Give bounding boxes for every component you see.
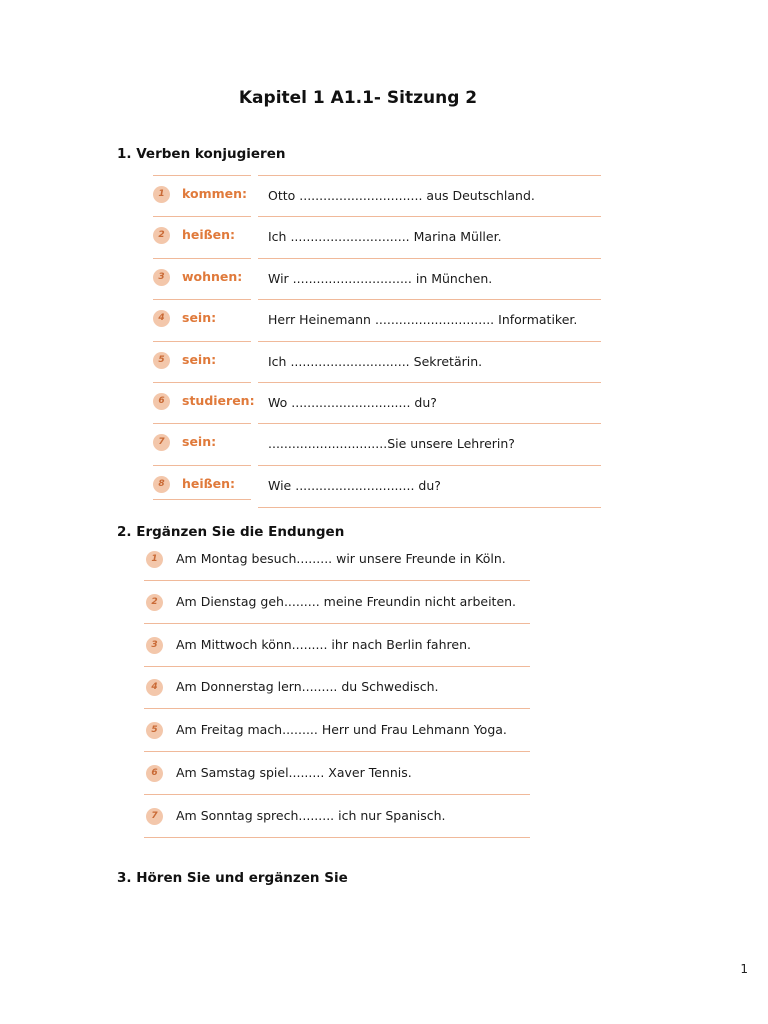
verb-label: sein: bbox=[182, 310, 217, 326]
rule-line bbox=[258, 382, 601, 383]
verb-label: studieren: bbox=[182, 393, 255, 408]
rule-line bbox=[258, 258, 601, 259]
exercise1-row bbox=[0, 341, 768, 381]
exercise-sentence: Am Sonntag sprech......... ich nur Spanisch. bbox=[176, 807, 446, 823]
exercise-sentence: Wir .............................. in München. bbox=[268, 270, 493, 286]
verb-label: sein: bbox=[182, 351, 217, 367]
number-badge: 4 bbox=[146, 679, 163, 696]
number-badge: 4 bbox=[153, 310, 170, 327]
rule-line bbox=[153, 382, 251, 383]
rule-line bbox=[144, 751, 530, 752]
verb-label: heißen: bbox=[182, 227, 236, 243]
exercise2-row bbox=[0, 720, 768, 763]
exercise-sentence: Wo .............................. du? bbox=[268, 395, 437, 410]
exercise1-row bbox=[0, 175, 768, 215]
number-badge: 1 bbox=[153, 186, 170, 203]
exercise2-row bbox=[0, 635, 768, 678]
rule-line bbox=[258, 423, 601, 424]
verb-label: sein: bbox=[182, 434, 217, 450]
rule-line bbox=[153, 175, 251, 176]
rule-line bbox=[258, 465, 601, 466]
section-heading-endungen: 2. Ergänzen Sie die Endungen bbox=[117, 524, 345, 540]
exercise2-row bbox=[0, 549, 768, 592]
exercise-sentence: Am Montag besuch......... wir unsere Freunde in Köln. bbox=[176, 551, 506, 566]
rule-line bbox=[258, 299, 601, 300]
verb-label: wohnen: bbox=[182, 268, 243, 284]
number-badge: 7 bbox=[146, 808, 163, 825]
section-heading-verben: 1. Verben konjugieren bbox=[117, 146, 286, 162]
exercise1-row bbox=[0, 216, 768, 256]
rule-line bbox=[144, 708, 530, 709]
number-badge: 1 bbox=[146, 551, 163, 568]
number-badge: 6 bbox=[153, 393, 170, 410]
number-badge: 5 bbox=[146, 722, 163, 739]
exercise-sentence: Am Dienstag geh......... meine Freundin nicht arbeiten. bbox=[176, 593, 517, 609]
rule-line bbox=[144, 837, 530, 838]
rule-line bbox=[144, 666, 530, 667]
rule-line bbox=[153, 341, 251, 342]
exercise1-row bbox=[0, 465, 768, 505]
exercise2-row bbox=[0, 677, 768, 720]
rule-line bbox=[153, 499, 251, 500]
exercise1-row bbox=[0, 299, 768, 339]
exercise-sentence: Herr Heinemann .............................. Informatiker. bbox=[268, 312, 578, 328]
exercise1-row bbox=[0, 258, 768, 298]
exercise-sentence: Am Mittwoch könn......... ihr nach Berlin fahren. bbox=[176, 636, 471, 652]
section-heading-hoeren: 3. Hören Sie und ergänzen Sie bbox=[117, 870, 348, 886]
number-badge: 2 bbox=[153, 227, 170, 244]
number-badge: 3 bbox=[146, 637, 163, 654]
verb-label: kommen: bbox=[182, 186, 247, 201]
verb-label: heißen: bbox=[182, 475, 236, 491]
exercise-sentence: Am Freitag mach......... Herr und Frau Lehmann Yoga. bbox=[176, 722, 507, 738]
exercise2-row bbox=[0, 592, 768, 635]
rule-line bbox=[258, 175, 601, 176]
rule-line bbox=[258, 507, 601, 508]
exercise-sentence: Wie .............................. du? bbox=[268, 477, 441, 493]
rule-line bbox=[144, 580, 530, 581]
exercise1-row bbox=[0, 382, 768, 422]
exercise2-row bbox=[0, 806, 768, 849]
rule-line bbox=[153, 216, 251, 217]
page-title: Kapitel 1 A1.1- Sitzung 2 bbox=[238, 88, 478, 108]
rule-line bbox=[153, 299, 251, 300]
rule-line bbox=[153, 465, 251, 466]
rule-line bbox=[144, 794, 530, 795]
page-number: 1 bbox=[740, 962, 748, 976]
number-badge: 7 bbox=[153, 434, 170, 451]
exercise-sentence: ..............................Sie unsere Lehrerin? bbox=[268, 436, 515, 452]
exercise-sentence: Otto ............................... aus Deutschland. bbox=[268, 188, 535, 203]
number-badge: 8 bbox=[153, 476, 170, 493]
exercise-sentence: Am Samstag spiel......... Xaver Tennis. bbox=[176, 765, 412, 780]
exercise2-row bbox=[0, 763, 768, 806]
number-badge: 3 bbox=[153, 269, 170, 286]
rule-line bbox=[144, 623, 530, 624]
rule-line bbox=[258, 216, 601, 217]
number-badge: 5 bbox=[153, 352, 170, 369]
exercise-sentence: Ich .............................. Marina Müller. bbox=[268, 229, 502, 245]
exercise1-row bbox=[0, 423, 768, 463]
rule-line bbox=[258, 341, 601, 342]
exercise-sentence: Ich .............................. Sekretärin. bbox=[268, 353, 483, 369]
rule-line bbox=[153, 258, 251, 259]
number-badge: 2 bbox=[146, 594, 163, 611]
number-badge: 6 bbox=[146, 765, 163, 782]
exercise-sentence: Am Donnerstag lern......... du Schwedisch. bbox=[176, 679, 439, 695]
rule-line bbox=[153, 423, 251, 424]
